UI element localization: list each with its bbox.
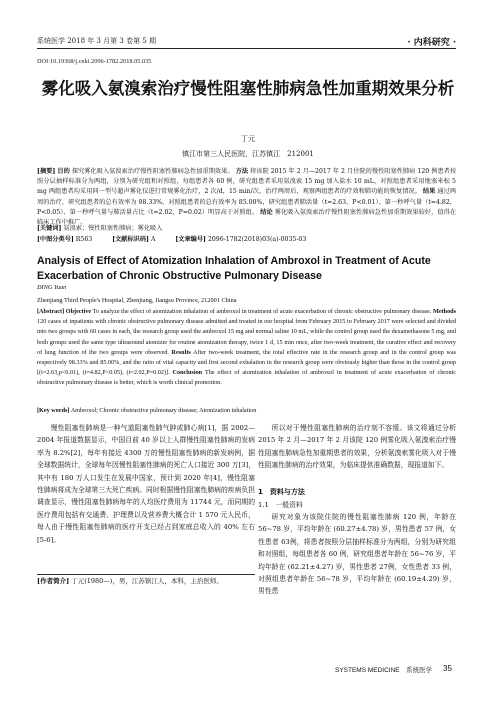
header-divider bbox=[37, 48, 456, 49]
clc-label: [中图分类号] bbox=[37, 236, 74, 243]
keywords-cn-label: [关键词] bbox=[37, 225, 62, 232]
affiliation-en: Zhenjiang Third People's Hospital, Zhenjiang, Jiangsu Province, 212001 China bbox=[37, 297, 237, 304]
keywords-en-label: [Key words] bbox=[37, 407, 70, 414]
keywords-en bbox=[37, 407, 456, 414]
section-heading-1-1: 1.1 一般资料 bbox=[258, 501, 303, 509]
abstract-en-methods-label: Methods bbox=[433, 308, 457, 315]
abstract-en-conclusion: The effect of atomization inhalation of ambroxol in treatment of acute exacerbation of chronic obstructive pulmonary disease is better, which is worth clinical promotion. bbox=[37, 369, 457, 387]
body-right-intro: 所以对于慢性阻塞性肺病的治疗刻不容缓。该文将通过分析 2015 年 2 月—2017 年 2 月该院 120 例雾化吸入氨溴索治疗慢性阻塞性肺病急性加重期患者的效果，分析氨溴索雾化吸入对于慢性阻塞性肺病的治疗效果，为临床提供准确数据，现报道如下。 bbox=[258, 424, 456, 470]
journal-header: 系统医学 2018 年 3 月第 3 卷第 5 期 bbox=[37, 37, 156, 45]
abstract-method: 将该院 2015 年 2 月—2017 年 2 月住院的慢性阻塞性肺病 120 例患者按照分层抽样标准分为两组，分别为研究组和对照组，每组患者各 60 例，研究组患者采用氨溴索 15 mg 加入盐水 10 mL，对照组患者采用地塞米松 5 mg 两组患者均采用同一型号超声雾化仪进行常规雾化治疗，2 次/d，15 min/次，治疗两周后，观察两组患者的疗效和肺功能的恢复情况。 bbox=[37, 168, 457, 196]
page-number: 35 bbox=[443, 664, 452, 673]
doi: DOI:10.19368/j.cnki.2096-1782.2018.05.035 bbox=[37, 58, 152, 65]
abstract-goal: 探究雾化吸入氨溴索治疗慢性阻塞性肺病急性加重期效果。 bbox=[71, 168, 234, 175]
abstract-en-objective-label: Objective bbox=[65, 308, 92, 315]
author-note-label: [作者简介] bbox=[37, 577, 70, 585]
abstract-en-objective: To analyze the effect of atomization inhalation of ambroxol in treatment of acute exacerbation of chronic obstructive pulmonary disease. bbox=[92, 308, 432, 315]
article-number-label: [文章编号] bbox=[175, 236, 206, 243]
keywords-en-text: Ambroxol; Chronic obstructive pulmonary disease; Atomization inhalation bbox=[70, 407, 257, 414]
keywords-cn bbox=[37, 223, 456, 232]
abstract-goal-label: 目的 bbox=[57, 168, 70, 175]
author-note-text: 丁元(1980—)，男，江苏镇江人，本科，主治医师。 bbox=[71, 577, 223, 585]
article-number-value: 2096-1782(2018)03(a)-0035-03 bbox=[207, 236, 307, 243]
abstract-method-label: 方法 bbox=[235, 168, 249, 175]
abstract-en-methods: 120 cases of inpatients with chronic obstructive pulmonary disease admitted and treated in our hospital from February 2015 to February 2017 were selected and divided into two groups with 60 cases in each, the research group used the ambroxol 15 mg and normal saline 10 mL, while the control group used the dexamethasone 5 mg, and both groups used the same type ultrasound atomizer for routine atomization therapy, twice 1 d, 15 min once, after two-week treatment, the curative effect and recovery of lung function of the two groups were observed. bbox=[37, 318, 456, 356]
abstract-label: [摘要] bbox=[37, 168, 56, 175]
author-en: DING Yuan bbox=[37, 284, 67, 291]
body-left-paragraph: 慢性阻塞性肺病是一种气道阻塞性肺气肿或肺心病[1]，据 2002—2004 年报道数据显示，中国目前 40 岁以上人群慢性阻塞性肺病的发病率为 8.2%[2]，每年有接近 4300 万的慢性阻塞性肺病的新发病例，据全球数据统计，全球每年因慢性阻塞性肺病的死亡人口接近 300 万[3]，其中有 180 万人口发生在发展中国家，预计到 2020 年[4]，慢性阻塞性肺病将成为全球第三大死亡疾病。同时根据慢性阻塞性肺病的疾病负担调查显示，慢性阻塞性肺病每年的人均医疗费用为 11744 元，而同期的医疗费用包括有交通费、护理费以及营养费大概合计 1 570 元人民币，每人由于慢性阻塞性肺病的医疗开支已经占到家庭总收入的 40% 左右[5-6]。 bbox=[37, 424, 255, 544]
section-heading-1: 1 资料与方法 bbox=[258, 488, 305, 496]
keywords-cn-text: 氨溴索；慢性阻塞性肺病；雾化吸入 bbox=[63, 225, 163, 232]
abstract-result: 通过两周的治疗，研究组患者的总有效率为 98.33%，对照组患者的总有效率为 85.00%，研究组患者肺活量（t=2.63，P<0.01）、第一秒呼气量（t=4.82，P<0.05）、第一秒呼气量与肺活量占比（t=2.02，P=0.02）明显高于对照组。 bbox=[37, 188, 457, 216]
abstract-en bbox=[37, 307, 456, 389]
abstract-en-results-label: Results bbox=[171, 348, 191, 356]
doc-code-label: [文献标识码] bbox=[112, 236, 149, 243]
abstract-conclusion: 雾化吸入氨溴索治疗慢性阻塞性肺病急性加重期效果较好，值得在临床工作中推广。 bbox=[37, 208, 457, 227]
body-right-paragraph: 研究对象为该院住院的慢性阻塞性肺病 120 例，年龄在 56~78 岁，平均年龄在 (60.27±4.78) 岁，男性患者 57 例，女性患者 63例，将患者按照分层抽样标准分为两组，分别为研究组和对照组，每组患者各 60 例，研究组患者年龄在 56~76 岁，平均年龄在 (62.21±4.27) 岁，男性患者 27例，女性患者 33 例，对照组患者年龄在 56~78 岁，平均年龄在 (60.19±4.29) 岁，男性患 bbox=[258, 513, 456, 596]
clc-value: R563 bbox=[75, 236, 93, 243]
affiliation-cn: 镇江市第三人民医院，江苏镇江 212001 bbox=[182, 150, 314, 158]
article-title-en: Analysis of Effect of Atomization Inhalation of Ambroxol in Treatment of Acute Exacerbation of Chronic Obstructive Pulmonary Disease bbox=[37, 255, 431, 282]
abstract-result-label: 结果 bbox=[422, 188, 436, 196]
abstract-cn bbox=[37, 167, 456, 228]
article-title-cn: 雾化吸入氨溴索治疗慢性阻塞性肺病急性加重期效果分析 bbox=[41, 79, 455, 98]
abstract-conclusion-label: 结论 bbox=[260, 208, 273, 216]
abstract-en-conclusion-label: Conclusion bbox=[172, 369, 203, 377]
classification-line bbox=[37, 234, 456, 243]
section-label: · 内科研究 · bbox=[407, 38, 456, 48]
abstract-en-results: After two-week treatment, the total effective rate in the research group and in the control group was respectively 98.33% and 85.00%, and the ratio of vital capacity and first second exhalation in the research group were obviously higher than those in the control group [(t=2.63,p<0.01), (t=4.82,P<0.05), (t=2.02,P=0.02)]. bbox=[37, 348, 456, 377]
author-note bbox=[37, 575, 255, 587]
footer-journal: SYSTEMS MEDICINE 系统医学 bbox=[335, 667, 433, 674]
doc-code-value: A bbox=[150, 236, 156, 243]
author-cn: 丁元 bbox=[241, 135, 255, 143]
abstract-en-label: [Abstract] bbox=[37, 308, 65, 315]
